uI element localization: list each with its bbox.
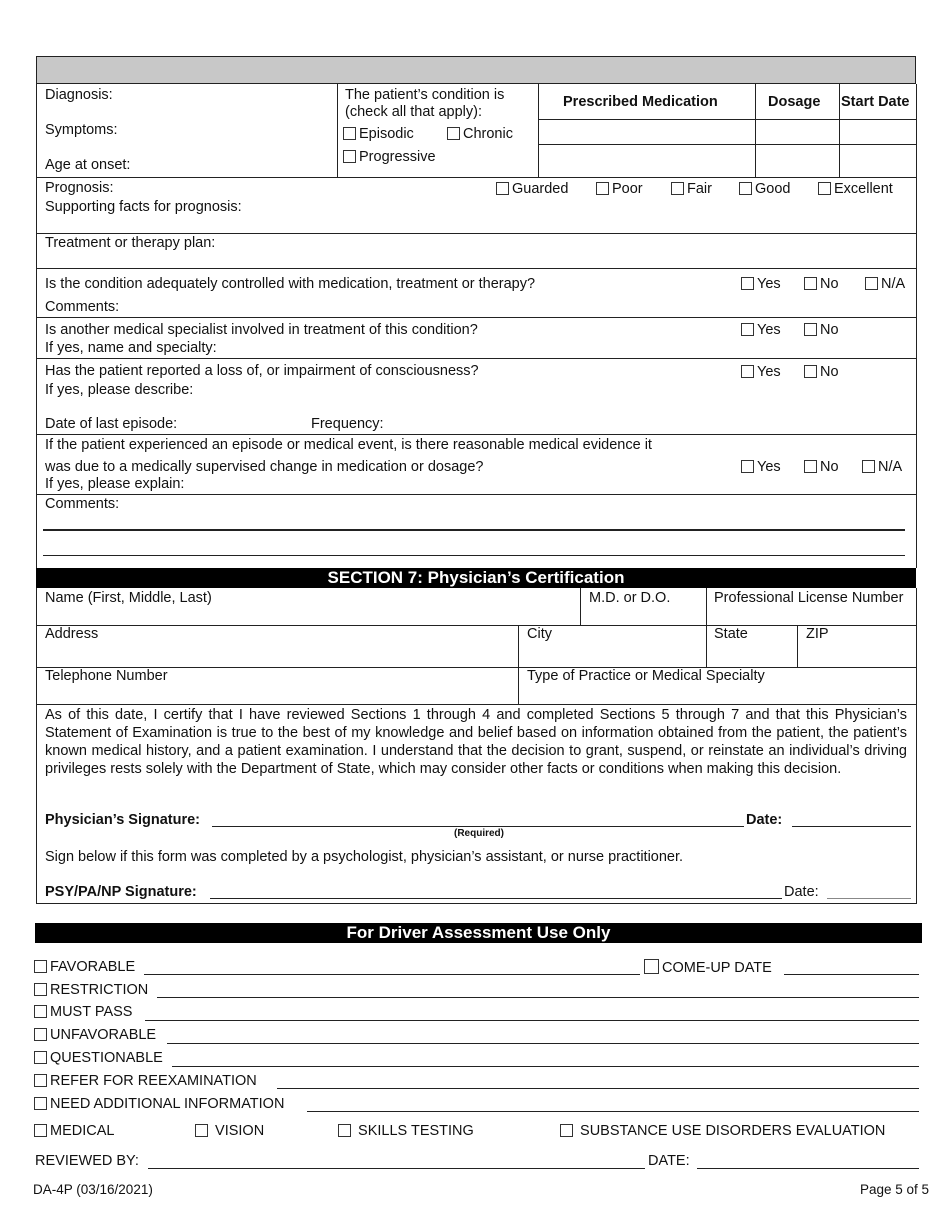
telephone-label: Telephone Number [45, 668, 168, 684]
checkbox-icon[interactable] [343, 127, 356, 140]
controlled-no[interactable]: No [804, 276, 839, 293]
prognosis-poor[interactable]: Poor [596, 181, 643, 198]
divider [839, 84, 840, 177]
divider [580, 588, 581, 625]
skills-testing-option[interactable]: SKILLS TESTING [338, 1123, 474, 1140]
section-7-title: SECTION 7: Physician’s Certification [36, 568, 916, 588]
checkbox-icon[interactable] [343, 150, 356, 163]
name-label: Name (First, Middle, Last) [45, 590, 212, 606]
divider [36, 625, 916, 626]
checkbox-icon[interactable] [34, 983, 47, 996]
checkbox-icon[interactable] [644, 959, 659, 974]
reviewed-date-label: DATE: [648, 1153, 690, 1169]
episode-no[interactable]: No [804, 459, 839, 476]
comments-line[interactable] [43, 529, 905, 531]
controlled-yes[interactable]: Yes [741, 276, 781, 293]
controlled-na[interactable]: N/A [865, 276, 905, 293]
form-id: DA-4P (03/16/2021) [33, 1182, 153, 1197]
come-up-date-option[interactable]: COME-UP DATE [644, 959, 772, 977]
condition-prompt: The patient’s condition is [345, 87, 505, 103]
address-label: Address [45, 626, 99, 642]
checkbox-icon[interactable] [804, 365, 817, 378]
physician-date-line[interactable] [792, 826, 911, 827]
favorable-line[interactable] [144, 974, 640, 975]
divider [36, 233, 916, 234]
psy-date-line[interactable] [827, 898, 911, 899]
restriction-option[interactable]: RESTRICTION [34, 982, 148, 999]
checkbox-icon[interactable] [496, 182, 509, 195]
checkbox-icon[interactable] [596, 182, 609, 195]
condition-chronic[interactable]: Chronic [447, 126, 513, 143]
checkbox-icon[interactable] [34, 1097, 47, 1110]
specialist-followup: If yes, name and specialty: [45, 340, 217, 356]
favorable-option[interactable]: FAVORABLE [34, 959, 135, 976]
divider [797, 625, 798, 667]
med-header-medication: Prescribed Medication [563, 94, 718, 110]
divider [706, 588, 707, 667]
specialist-yes[interactable]: Yes [741, 322, 781, 339]
checkbox-icon[interactable] [818, 182, 831, 195]
supporting-facts-label: Supporting facts for prognosis: [45, 199, 242, 215]
age-onset-label: Age at onset: [45, 157, 131, 173]
prognosis-good[interactable]: Good [739, 181, 790, 198]
certification-statement: As of this date, I certify that I have reviewed Sections 1 through 4 and completed Sections 5 through 7 and that this Physician’s Statement of Examination is true to the best of my knowledge and belief based on information obtained from the patient, the patient’s known medical history, and a patient examination. I understand that the decision to grant, suspend, or reinstate an individual’s driving privileges rests solely with the Department of State, which may consider other facts or conditions when making this decision. [45, 707, 907, 777]
zip-label: ZIP [806, 626, 829, 642]
psy-signature-line[interactable] [210, 898, 782, 899]
consciousness-no[interactable]: No [804, 364, 839, 381]
med-header-dosage: Dosage [768, 94, 821, 110]
prognosis-fair[interactable]: Fair [671, 181, 712, 198]
med-header-start-date: Start Date [841, 94, 910, 110]
checkbox-icon[interactable] [195, 1124, 208, 1137]
city-label: City [527, 626, 552, 642]
need-info-line[interactable] [307, 1111, 919, 1112]
prognosis-excellent[interactable]: Excellent [818, 181, 893, 198]
refer-reexam-line[interactable] [277, 1088, 919, 1089]
md-do-label: M.D. or D.O. [589, 590, 671, 606]
page-number: Page 5 of 5 [859, 1182, 929, 1197]
psy-note: Sign below if this form was completed by a psychologist, physician’s assistant, or nurse practitioner. [45, 849, 684, 865]
border-right [916, 84, 917, 568]
condition-prompt-note: (check all that apply): [345, 104, 483, 120]
checkbox-icon[interactable] [34, 1005, 47, 1018]
checkbox-icon[interactable] [741, 323, 754, 336]
checkbox-icon[interactable] [34, 1074, 47, 1087]
border-left [36, 588, 37, 904]
condition-progressive[interactable]: Progressive [343, 149, 436, 166]
divider [36, 704, 916, 705]
physician-date-label: Date: [746, 812, 783, 828]
episode-question-cont: was due to a medically supervised change in medication or dosage? [45, 459, 484, 475]
checkbox-icon[interactable] [741, 365, 754, 378]
consciousness-question: Has the patient reported a loss of, or impairment of consciousness? [45, 363, 479, 379]
divider [36, 358, 916, 359]
controlled-question: Is the condition adequately controlled with medication, treatment or therapy? [45, 276, 536, 292]
checkbox-icon[interactable] [560, 1124, 573, 1137]
checkbox-icon[interactable] [671, 182, 684, 195]
divider [518, 625, 519, 704]
divider [36, 268, 916, 269]
physician-signature-label: Physician’s Signature: [45, 812, 200, 828]
checkbox-icon[interactable] [865, 277, 878, 290]
specialist-question: Is another medical specialist involved in treatment of this condition? [45, 322, 478, 338]
border-right [916, 588, 917, 904]
reviewed-by-line[interactable] [148, 1168, 645, 1169]
divider [36, 177, 916, 178]
refer-reexam-option[interactable]: REFER FOR REEXAMINATION [34, 1073, 257, 1090]
condition-episodic[interactable]: Episodic [343, 126, 414, 143]
prognosis-label: Prognosis: [45, 180, 114, 196]
checkbox-icon[interactable] [804, 277, 817, 290]
physician-signature-line[interactable] [212, 826, 744, 827]
questionable-line[interactable] [172, 1066, 919, 1067]
checkbox-icon[interactable] [34, 1051, 47, 1064]
comments-label: Comments: [45, 496, 120, 512]
border-left [36, 84, 37, 568]
psy-signature-label: PSY/PA/NP Signature: [45, 884, 197, 900]
driver-assessment-title: For Driver Assessment Use Only [35, 923, 922, 943]
divider [538, 119, 916, 120]
reviewed-by-label: REVIEWED BY: [35, 1153, 139, 1169]
checkbox-icon[interactable] [741, 277, 754, 290]
unfavorable-line[interactable] [167, 1043, 919, 1044]
license-label: Professional License Number [714, 590, 904, 606]
consciousness-yes[interactable]: Yes [741, 364, 781, 381]
divider [36, 317, 916, 318]
checkbox-icon[interactable] [34, 1028, 47, 1041]
section-header-bar [36, 56, 916, 84]
questionable-option[interactable]: QUESTIONABLE [34, 1050, 163, 1067]
last-episode-label: Date of last episode: [45, 416, 178, 432]
must-pass-option[interactable]: MUST PASS [34, 1004, 132, 1021]
come-up-date-line[interactable] [784, 974, 919, 975]
episode-followup: If yes, please explain: [45, 476, 185, 492]
episode-na[interactable]: N/A [862, 459, 902, 476]
specialist-no[interactable]: No [804, 322, 839, 339]
divider [36, 434, 916, 435]
comments-line[interactable] [43, 555, 905, 556]
divider [36, 903, 916, 904]
episode-yes[interactable]: Yes [741, 459, 781, 476]
must-pass-line[interactable] [145, 1020, 919, 1021]
symptoms-label: Symptoms: [45, 122, 118, 138]
divider [337, 84, 338, 177]
required-note: (Required) [454, 828, 504, 839]
practice-label: Type of Practice or Medical Specialty [527, 668, 765, 684]
checkbox-icon[interactable] [804, 460, 817, 473]
controlled-comments-label: Comments: [45, 299, 120, 315]
frequency-label: Frequency: [311, 416, 384, 432]
checkbox-icon[interactable] [741, 460, 754, 473]
divider [36, 494, 916, 495]
divider [36, 667, 916, 668]
reviewed-date-line[interactable] [697, 1168, 919, 1169]
checkbox-icon[interactable] [447, 127, 460, 140]
checkbox-icon[interactable] [804, 323, 817, 336]
treatment-plan-label: Treatment or therapy plan: [45, 235, 216, 251]
substance-eval-option[interactable]: SUBSTANCE USE DISORDERS EVALUATION [560, 1123, 885, 1140]
vision-option[interactable]: VISION [195, 1123, 264, 1140]
divider [755, 84, 756, 177]
checkbox-icon[interactable] [862, 460, 875, 473]
episode-question: If the patient experienced an episode or medical event, is there reasonable medical evidence it [45, 437, 652, 453]
checkbox-icon[interactable] [34, 1124, 47, 1137]
divider [538, 84, 539, 177]
diagnosis-label: Diagnosis: [45, 87, 113, 103]
need-info-option[interactable]: NEED ADDITIONAL INFORMATION [34, 1096, 284, 1113]
psy-date-label: Date: [784, 884, 819, 900]
state-label: State [714, 626, 748, 642]
unfavorable-option[interactable]: UNFAVORABLE [34, 1027, 156, 1044]
consciousness-followup: If yes, please describe: [45, 382, 194, 398]
checkbox-icon[interactable] [338, 1124, 351, 1137]
divider [538, 144, 916, 145]
restriction-line[interactable] [157, 997, 919, 998]
checkbox-icon[interactable] [34, 960, 47, 973]
medical-option[interactable]: MEDICAL [34, 1123, 114, 1140]
checkbox-icon[interactable] [739, 182, 752, 195]
prognosis-guarded[interactable]: Guarded [496, 181, 568, 198]
